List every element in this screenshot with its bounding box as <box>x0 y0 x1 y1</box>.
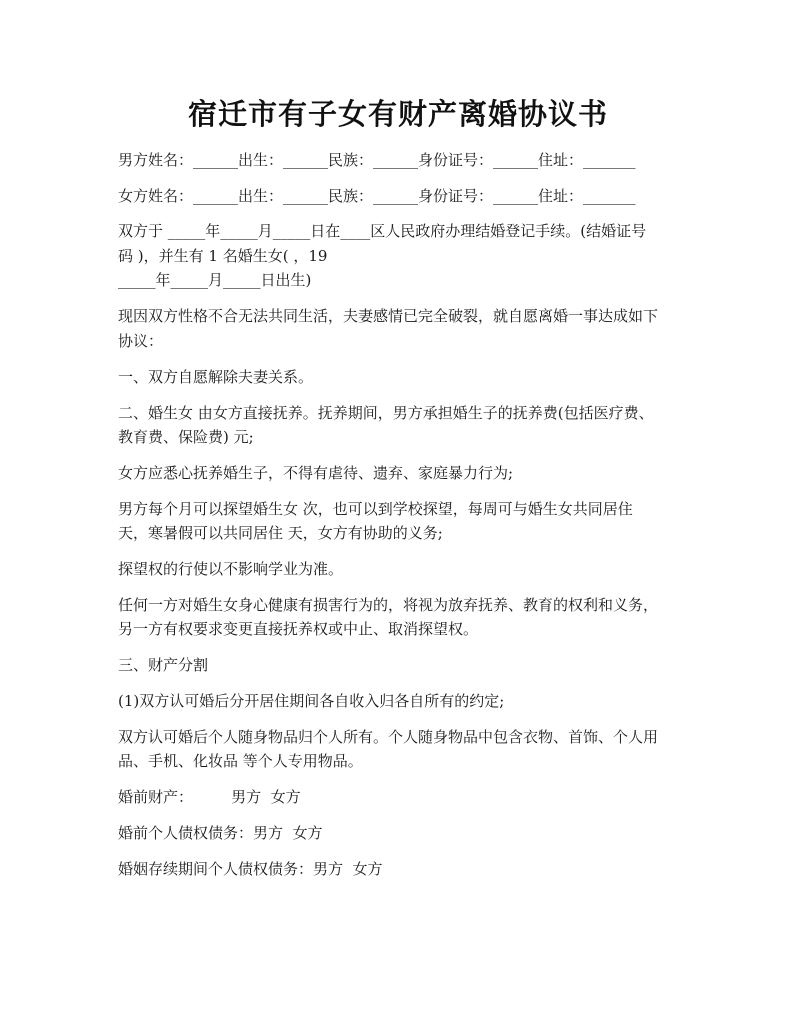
female-info-line: 女方姓名：______出生：______民族：______身份证号：______住址：_______ <box>118 187 636 205</box>
property-item-one-line: (1)双方认可婚后分开居住期间各自收入归各自所有的约定; <box>118 692 505 710</box>
marriage-registration-line: _____年_____月_____日出生) <box>118 271 312 289</box>
marriage-registration-line: 双方于 _____年_____月_____日在____区人民政府办理结婚登记手续。(结婚证号 <box>118 222 647 240</box>
reason-paragraph-line: 协议： <box>118 332 164 350</box>
personal-items-line: 品、手机、化妆品 等个人专用物品。 <box>118 752 363 770</box>
visitation-condition-line: 探望权的行使以不影响学业为准。 <box>118 560 344 578</box>
male-info-line: 男方姓名：______出生：______民族：______身份证号：______住址：_______ <box>118 151 636 169</box>
premarital-debt-line: 婚前个人债权债务：男方 女方 <box>118 824 323 842</box>
custody-duty-line: 女方应悉心抚养婚生子，不得有虐待、遗弃、家庭暴力行为; <box>118 464 514 482</box>
clause-two-line: 二、婚生女 由女方直接抚养。抚养期间，男方承担婚生子的抚养费(包括医疗费、 <box>118 404 654 422</box>
visitation-line: 男方每个月可以探望婚生女 次，也可以到学校探望，每周可与婚生女共同居住 <box>118 500 633 518</box>
custody-change-line: 另一方有权要求变更直接抚养权或中止、取消探望权。 <box>118 620 479 638</box>
visitation-line: 天，寒暑假可以共同居住 天，女方有协助的义务; <box>118 524 443 542</box>
clause-two-line: 教育费、保险费) 元; <box>118 428 254 446</box>
marriage-registration-line: 码 )，并生有 1 名婚生女( ，19 <box>118 247 328 265</box>
premarital-property-line: 婚前财产： 男方 女方 <box>118 788 301 806</box>
document-title: 宿迁市有子女有财产离婚协议书 <box>187 97 608 131</box>
reason-paragraph-line: 现因双方性格不合无法共同生活，夫妻感情已完全破裂，就自愿离婚一事达成如下 <box>118 307 659 325</box>
section-three-heading: 三、财产分割 <box>118 656 209 674</box>
personal-items-line: 双方认可婚后个人随身物品归个人所有。个人随身物品中包含衣物、首饰、个人用 <box>118 728 659 746</box>
clause-one-line: 一、双方自愿解除夫妻关系。 <box>118 368 314 386</box>
marital-debt-line: 婚姻存续期间个人债权债务：男方 女方 <box>118 860 383 878</box>
custody-change-line: 任何一方对婚生女身心健康有损害行为的，将视为放弃抚养、教育的权利和义务， <box>118 596 659 614</box>
